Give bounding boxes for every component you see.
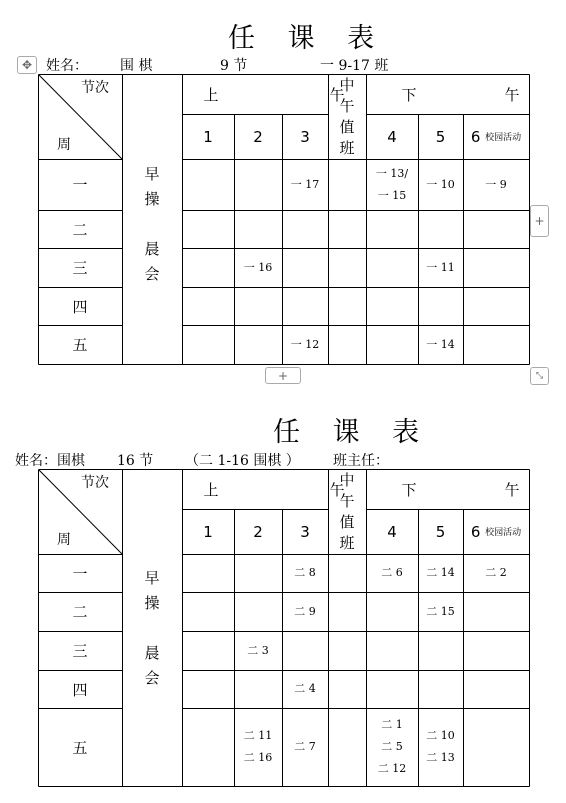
class-entry: 二 1 [381,718,403,731]
xia-label: 下 [401,85,417,104]
add-column-button[interactable]: + [530,205,549,237]
noon-duty-label: 中 午 值 班 [339,75,355,157]
header-noon-duty [328,74,366,159]
day-2 [38,210,122,248]
class-entry: 二 13 [426,751,455,764]
morning-exercise-column [122,554,182,786]
wu-label: 午 [504,85,520,104]
schedule-cell-d2p3 [282,592,328,631]
schedule-cell-d1p6 [463,159,529,210]
period-6 [463,114,529,159]
class-entry: 二 4 [294,682,316,695]
header-noon-duty [328,469,366,554]
schedule-cell-d5p3 [282,708,328,786]
period-number: 2 [253,522,263,541]
class-entry: 一 16 [243,260,273,274]
schedule-cell-d1p6 [463,554,529,592]
jieci-label: 节次 [81,80,109,96]
class-range: （二 1-16 围棋 ） [185,453,300,469]
schedule-cell-d1p3 [282,159,328,210]
noon-duty-label: 中 午 值 班 [339,470,355,552]
schedule-cell-d3p2 [234,631,282,670]
schedule-cell-d5p5 [418,708,463,786]
schedule-cell-d1p4 [366,554,418,592]
table2-title: 任 课 表 [273,417,432,448]
class-entry: 一 15 [377,188,407,202]
resize-icon[interactable]: ⤡ [530,367,549,385]
day-3 [38,631,122,670]
class-entry: 二 9 [294,604,316,618]
zhou-label: 周 [57,532,71,548]
header-jieci [68,74,122,100]
class-entry: 二 7 [294,740,316,753]
class-entry: 二 2 [485,566,507,579]
period-number: 6 [470,127,481,146]
period-number: 4 [387,522,397,541]
header-zhou [44,526,84,552]
xia-label: 下 [401,480,417,499]
schedule-cell-d1p3 [282,554,328,592]
period-5 [418,114,463,159]
day-label: 三 [72,259,88,277]
table1-info [46,55,389,75]
jieci-label: 节次 [81,475,109,491]
shang-label: 上 [203,85,219,104]
day-label: 四 [72,680,88,699]
header-jieci [68,469,122,495]
day-1 [38,159,122,210]
class-entry: 二 8 [294,566,316,579]
zhou-label: 周 [57,137,71,153]
period-number: 3 [300,522,310,541]
class-entry: 二 12 [377,762,407,775]
header-zhou [44,131,84,157]
class-entry: 一 10 [426,177,455,191]
header-xia [394,74,424,114]
class-entry: 二 10 [426,729,455,742]
period-number: 5 [435,522,446,541]
table2-info [15,450,389,470]
name-label: 姓名： [46,58,88,74]
schedule-cell-d5p3 [282,325,328,364]
header-xia [394,469,424,509]
header-shang [196,74,226,114]
period-6-note: 校园活动 [485,528,522,538]
schedule-cell-d1p4 [366,159,418,210]
day-label: 三 [72,642,88,660]
class-entry: 二 11 [243,729,273,742]
period-4 [366,114,418,159]
table1-title: 任 课 表 [228,23,387,54]
schedule-cell-d1p5 [418,159,463,210]
header-shang [196,469,226,509]
schedule-cell-d4p3 [282,670,328,708]
class-entry: 一 9 [485,177,507,191]
class-entry: 一 13/ [375,166,409,180]
day-label: 一 [72,564,88,583]
day-3 [38,248,122,287]
day-4 [38,670,122,708]
period-count: 16 节 [117,453,154,469]
add-row-button[interactable]: + [265,367,301,384]
day-5 [38,325,122,364]
day-label: 二 [72,603,88,621]
schedule-cell-d3p2 [234,248,282,287]
day-1 [38,554,122,592]
schedule-table-2 [38,469,529,786]
day-label: 一 [72,176,88,194]
teacher-name: 围 棋 [120,58,153,74]
head-teacher-label: 班主任： [333,453,389,469]
class-entry: 二 6 [381,566,403,579]
morning-exercise-label: 早 操 晨 会 [144,569,160,687]
schedule-cell-d3p5 [418,248,463,287]
period-2 [234,114,282,159]
period-number: 2 [253,127,263,146]
period-number: 3 [300,127,310,146]
day-5 [38,708,122,786]
period-2 [234,509,282,554]
day-4 [38,287,122,325]
period-6-note: 校园活动 [485,133,522,143]
move-icon[interactable]: ✥ [17,56,37,74]
class-range: 一 9-17 班 [320,58,389,74]
period-3 [282,509,328,554]
class-entry: 二 15 [426,604,455,618]
schedule-cell-d2p5 [418,592,463,631]
period-number: 1 [203,522,213,541]
header-wu-pm [497,469,527,509]
wu-label: 午 [329,85,345,104]
period-3 [282,114,328,159]
period-1 [182,114,234,159]
schedule-cell-d5p2 [234,708,282,786]
period-1 [182,509,234,554]
class-entry: 一 11 [426,260,455,274]
class-entry: 一 17 [290,177,320,191]
teacher-name: 围棋 [57,453,85,469]
name-label: 姓名： [15,453,57,469]
class-entry: 二 16 [243,751,273,764]
period-number: 6 [470,522,481,541]
schedule-cell-d5p5 [418,325,463,364]
schedule-table-1 [38,74,529,364]
period-6 [463,509,529,554]
schedule-cell-d1p5 [418,554,463,592]
wu-label: 午 [504,480,520,499]
class-entry: 二 5 [381,740,403,753]
class-entry: 二 3 [247,643,269,657]
period-number: 5 [435,127,446,146]
period-number: 4 [387,127,397,146]
schedule-cell-d5p4 [366,708,418,786]
period-5 [418,509,463,554]
day-label: 四 [72,297,88,316]
shang-label: 上 [203,480,219,499]
day-label: 五 [72,738,88,757]
morning-exercise-label: 早 操 晨 会 [144,165,160,283]
header-wu-pm [497,74,527,114]
day-label: 二 [72,220,88,239]
class-entry: 一 12 [290,337,320,351]
day-2 [38,592,122,631]
morning-exercise-column [122,159,182,364]
wu-label: 午 [329,480,345,499]
period-number: 1 [203,127,213,146]
class-entry: 二 14 [426,566,455,579]
period-count: 9 节 [220,58,248,74]
period-4 [366,509,418,554]
day-label: 五 [72,336,88,354]
class-entry: 一 14 [426,337,455,351]
